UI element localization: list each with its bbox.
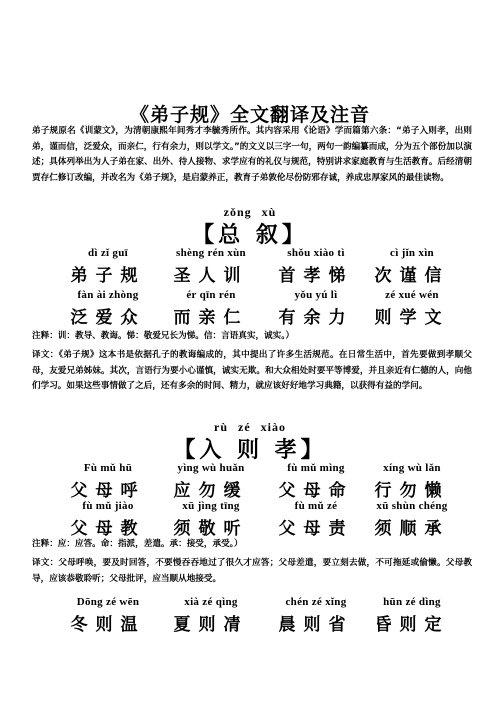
verse-text: 首孝悌 (278, 266, 354, 286)
translation-paragraph: 译文：父母呼唤，要及时回答，不要慢吞吞地过了很久才应答；父母差遣，要立刻去做，不可拖延或偷懒。父母教导，应该恭敬聆听；父母批评，应当顺从地接受。 (32, 558, 472, 584)
document-title: 《弟子规》全文翻译及注音 (129, 104, 370, 126)
verse-group (372, 247, 452, 286)
verse-pinyin: yìng wù huǎn (177, 462, 245, 474)
verse-group (168, 596, 254, 635)
verse-group (270, 247, 362, 286)
verse-group (168, 289, 254, 328)
verse-group (270, 500, 362, 539)
verse-pinyin: cì jǐn xìn (390, 247, 434, 259)
verse-text: 圣人训 (173, 266, 249, 286)
verse-pinyin: shǒu xiào tì (287, 247, 345, 259)
intro-paragraph: 弟子规原名《训蒙文》，为清朝康熙年间秀才李毓秀所作。其内容采用《论语》学而篇第六条：“弟子入则孝，出则弟，谨而信，泛爱众，而亲仁，行有余力，则以学文。”的文义以三字一句，两句一韵编纂而成，分为五个部份加以演述；具体列举出为人子弟在家、出外、待人接物、求学应有的礼仪与规范，特别讲求家庭教育与生活教育。后经清朝贾存仁修订改编，并改名为《弟子规》，是启蒙养正，教育子弟敦伦尽份防邪存诚，养成忠厚家风的最佳读物。 (32, 126, 472, 183)
verse-group (68, 247, 148, 286)
verse-text: 而亲仁 (173, 308, 249, 328)
verse-group (270, 462, 362, 501)
verse-pinyin: Dōng zé wēn (76, 596, 140, 608)
verse-pinyin: xū jìng tīng (182, 500, 240, 512)
verse-text: 则学文 (374, 308, 450, 328)
verse-group (168, 462, 254, 501)
verse-pinyin: fù mǔ mìng (287, 462, 345, 474)
verse-pinyin: ér qīn rén (186, 289, 236, 301)
verse-pinyin: fù mǔ jiào (82, 500, 134, 512)
verse-group (168, 500, 254, 539)
verse-group (372, 500, 452, 539)
verse-pinyin: zé xué wén (385, 289, 439, 301)
verse-pinyin: xū shùn chéng (376, 500, 448, 512)
verse-pinyin: chén zé xǐng (285, 596, 347, 608)
verse-pinyin: Fù mǔ hū (83, 462, 133, 474)
verse-text: 夏则凊 (173, 615, 249, 635)
verse-group (168, 247, 254, 286)
section-zongxu-header (0, 205, 500, 249)
verse-text: 行勿懒 (374, 481, 450, 501)
verse-text: 应勿缓 (173, 481, 249, 501)
verse-group (68, 596, 148, 635)
annotation-note: 注释：训：教导、教诲。悌：敬爱兄长为悌。信：言语真实，诚实。） (32, 331, 295, 341)
verse-text: 弟子规 (70, 266, 146, 286)
section-heading: 【入 则 孝】 (173, 438, 327, 463)
verse-text: 有余力 (278, 308, 354, 328)
verse-text: 须顺承 (374, 519, 450, 539)
verse-group (372, 462, 452, 501)
section-heading: 【总 叙】 (192, 223, 308, 248)
verse-pinyin: shèng rén xùn (176, 247, 246, 259)
verse-group (270, 289, 362, 328)
verse-text: 晨则省 (278, 615, 354, 635)
verse-pinyin: fù mǔ zé (294, 500, 338, 512)
verse-group (372, 596, 452, 635)
verse-pinyin: fàn ài zhòng (77, 289, 139, 301)
verse-group (68, 289, 148, 328)
verse-group (68, 462, 148, 501)
verse-text: 次谨信 (374, 266, 450, 286)
verse-text: 冬则温 (70, 615, 146, 635)
verse-text: 须敬听 (173, 519, 249, 539)
section-ruzexiao-header (0, 420, 500, 464)
verse-group (270, 596, 362, 635)
verse-text: 父母命 (278, 481, 354, 501)
verse-pinyin: yǒu yú lì (294, 289, 338, 301)
section-pinyin: rù zé xiào (214, 420, 286, 434)
verse-text: 父母责 (278, 519, 354, 539)
translation-paragraph: 译文：《弟子规》这本书是依据孔子的教诲编成的，其中提出了许多生活规范。在日常生活中，首先要做到孝顺父母，友爱兄弟姊妹。其次，言语行为要小心谨慎，诚实无欺。和大众相处时要平等博爱，并且亲近有仁德的人，向他们学习。如果这些事情做了之后，还有多余的时间、精力，就应该好好地学习典籍，以获得有益的学问。 (32, 350, 472, 392)
section-pinyin: zǒng xù (223, 205, 277, 219)
verse-group (372, 289, 452, 328)
verse-text: 父母教 (70, 519, 146, 539)
verse-pinyin: xíng wù lǎn (383, 462, 441, 474)
verse-pinyin: hūn zé dìng (383, 596, 441, 608)
verse-pinyin: xià zé qìng (184, 596, 238, 608)
verse-group (68, 500, 148, 539)
verse-text: 父母呼 (70, 481, 146, 501)
verse-pinyin: dì zǐ guī (88, 247, 128, 259)
annotation-note: 注释：应：应答。命：指派，差遣。承：接受，承受。） (32, 539, 243, 549)
verse-text: 泛爱众 (70, 308, 146, 328)
verse-text: 昏则定 (374, 615, 450, 635)
